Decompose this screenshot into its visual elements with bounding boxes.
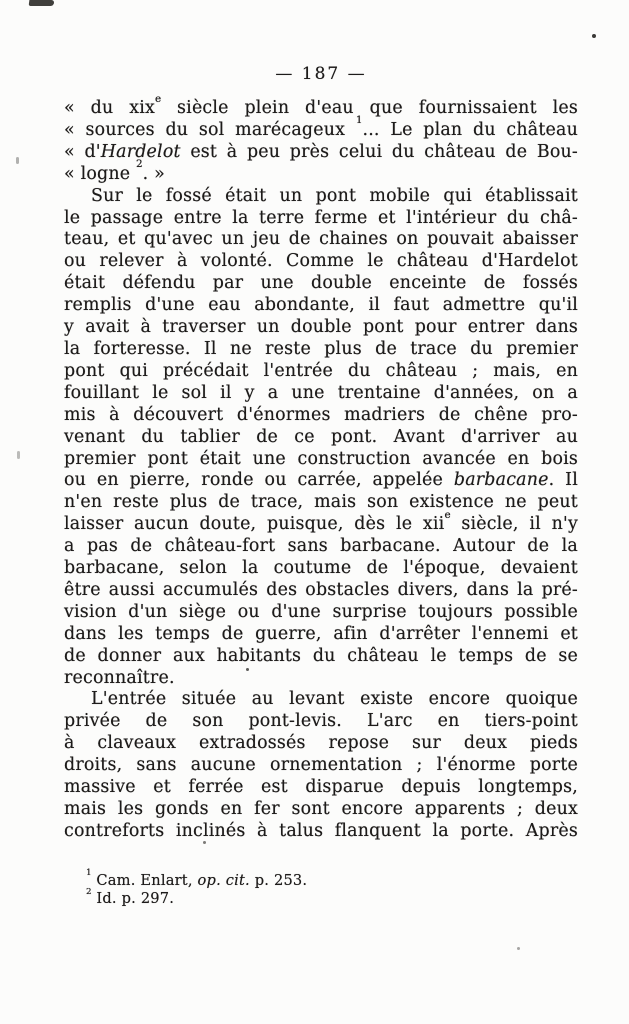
text-line: « du xix$^e$ siècle plein d'eau que fournissaient les	[64, 92, 578, 118]
text-line: vision d'un siège ou d'une surprise toujours possible	[64, 601, 578, 622]
text-line: barbacane, selon la coutume de l'époque, devaient	[64, 558, 578, 579]
text-line: « logne $^2$. »	[64, 158, 165, 184]
scan-speck-artifact	[17, 451, 20, 459]
text-line: massive et ferrée est disparue depuis longtemps,	[64, 777, 578, 798]
text-line: ou relever à volonté. Comme le château d'Hardelot	[64, 251, 578, 272]
text-line: n'en reste plus de trace, mais son existence ne peut	[64, 492, 578, 513]
text-line: L'entrée située au levant existe encore quoique	[91, 689, 578, 710]
paragraph-fosse	[64, 186, 578, 690]
text-line: venant du tablier de ce pont. Avant d'arriver au	[64, 426, 578, 447]
text-line: la forteresse. Il ne reste plus de trace du premier	[64, 338, 578, 359]
text-line: « d'Hardelot est à peu près celui du château de Bou-	[64, 141, 578, 162]
scan-speck-artifact	[592, 34, 596, 38]
text-line: contreforts inclinés à talus flanquent la porte. Après	[64, 820, 578, 841]
text-column	[64, 62, 578, 909]
text-line: de donner aux habitants du château le temps de se	[64, 645, 578, 666]
text-line: le passage entre la terre ferme et l'intérieur du châ-	[64, 207, 578, 228]
text-line: ou en pierre, ronde ou carrée, appelée barbacane. Il	[64, 470, 578, 491]
text-line: dans les temps de guerre, afin d'arrêter l'ennemi et	[64, 623, 578, 644]
text-line: être aussi accumulés des obstacles divers, dans la pré-	[64, 579, 578, 600]
text-line: « sources du sol marécageux $^1$... Le plan du château	[64, 114, 578, 140]
quoted-passage	[64, 92, 578, 186]
scan-speck-artifact	[16, 157, 19, 164]
text-line: mais les gonds en fer sont encore apparents ; deux	[64, 799, 578, 819]
text-line: droits, sans aucune ornementation ; l'énorme porte	[64, 755, 578, 776]
text-line: remplis d'une eau abondante, il faut admettre qu'il	[64, 295, 578, 316]
text-line: laisser aucun doute, puisque, dès le xii$^e$ siècle, il n'y	[64, 508, 578, 535]
text-line: a pas de château-fort sans barbacane. Autour de la	[64, 536, 578, 557]
text-line: privée de son pont-levis. L'arc en tiers-point	[64, 711, 578, 732]
text-line: $^1$ Cam. Enlart, op. cit. p. 253.	[86, 868, 308, 889]
text-line: $^2$ Id. p. 297.	[86, 886, 175, 908]
scan-speck-artifact	[517, 947, 520, 950]
footnotes	[64, 868, 578, 909]
scan-smudge-artifact	[29, 0, 55, 6]
text-line: reconnaître.	[64, 667, 175, 688]
body-text	[64, 92, 578, 843]
page-number: — 187 —	[275, 64, 367, 84]
text-line: premier pont était une construction avancée en bois	[64, 448, 578, 469]
text-line: mis à découvert d'énormes madriers de chêne pro-	[64, 404, 578, 425]
text-line: pont qui précédait l'entrée du château ; mais, en	[64, 360, 578, 381]
text-line: Sur le fossé était un pont mobile qui établissait	[91, 185, 578, 206]
paragraph-entree	[64, 689, 578, 842]
text-line: teau, et qu'avec un jeu de chaines on pouvait abaisser	[64, 229, 578, 250]
text-line: fouillant le sol il y a une trentaine d'années, on a	[64, 382, 578, 403]
text-line: à claveaux extradossés repose sur deux pieds	[64, 733, 578, 754]
text-line: était défendu par une double enceinte de fossés	[64, 273, 578, 294]
text-line: y avait à traverser un double pont pour entrer dans	[64, 317, 578, 338]
